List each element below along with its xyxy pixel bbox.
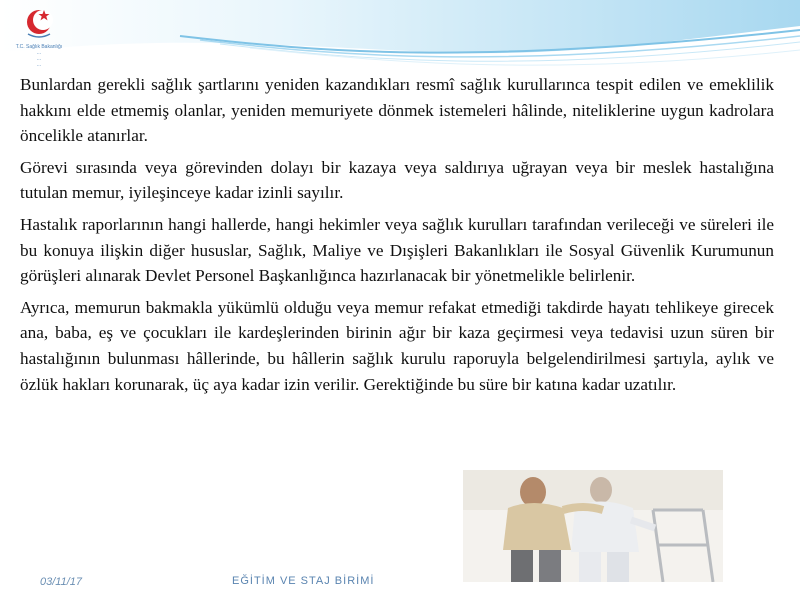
ministry-logo — [6, 4, 72, 66]
caregiver-photo — [463, 470, 723, 582]
logo-org-line: T.C. Sağlık Bakanlığı — [15, 44, 63, 50]
crescent-star-icon — [6, 4, 72, 46]
slide-body — [20, 72, 774, 403]
logo-sub-line: ... — [36, 62, 42, 68]
paragraph-1: Bunlardan gerekli sağlık şartlarını yeniden kazandıkları resmî sağlık kurullarınca tespit edilen ve emeklilik hakkını elde etmemiş olanlar, yeniden memuriyete dönmek istemeleri hâlinde, niteliklerine uygun kadrolara öncelikle atanırlar. — [20, 75, 774, 146]
paragraph-2: Görevi sırasında veya görevinden dolayı bir kazaya veya saldırıya uğrayan veya bir meslek hastalığına tutulan memur, iyileşinceye kadar izinli sayılır. — [20, 157, 774, 203]
logo-caption — [6, 44, 72, 68]
footer-date: 03/11/17 — [40, 576, 83, 588]
paragraph-4: Ayrıca, memurun bakmakla yükümlü olduğu veya memur refakat etmediği takdirde hayatı tehlikeye girecek ana, baba, eş ve çocukları ile kardeşlerinden birinin ağır bir kaza geçirmesi veya tedavisi uzun süren bir hastalığının bulunması hâllerinde, bu hâllerin sağlık kurulu raporuyla belgelendirilmesi şartıyla, aylık ve özlük hakları korunarak, üç aya kadar izin verilir. Gerektiğinde bu süre bir katına kadar uzatılır. — [20, 297, 774, 394]
header-wave-decoration — [0, 0, 800, 78]
logo-sub-line: ... — [36, 56, 42, 62]
logo-sub-line: ... — [36, 50, 42, 56]
footer-unit-name: EĞİTİM VE STAJ BİRİMİ — [232, 575, 375, 587]
paragraph-3: Hastalık raporlarının hangi hallerde, hangi hekimler veya sağlık kurulları tarafından verileceği ve süreleri ile bu konuya ilişkin diğer hususlar, Sağlık, Maliye ve Dışişleri Bakanlıkları ile Sosyal Güvenlik Kurumunun görüşleri alınarak Devlet Personel Başkanlığınca hazırlanacak bir yönetmelikle belirlenir. — [20, 214, 774, 286]
